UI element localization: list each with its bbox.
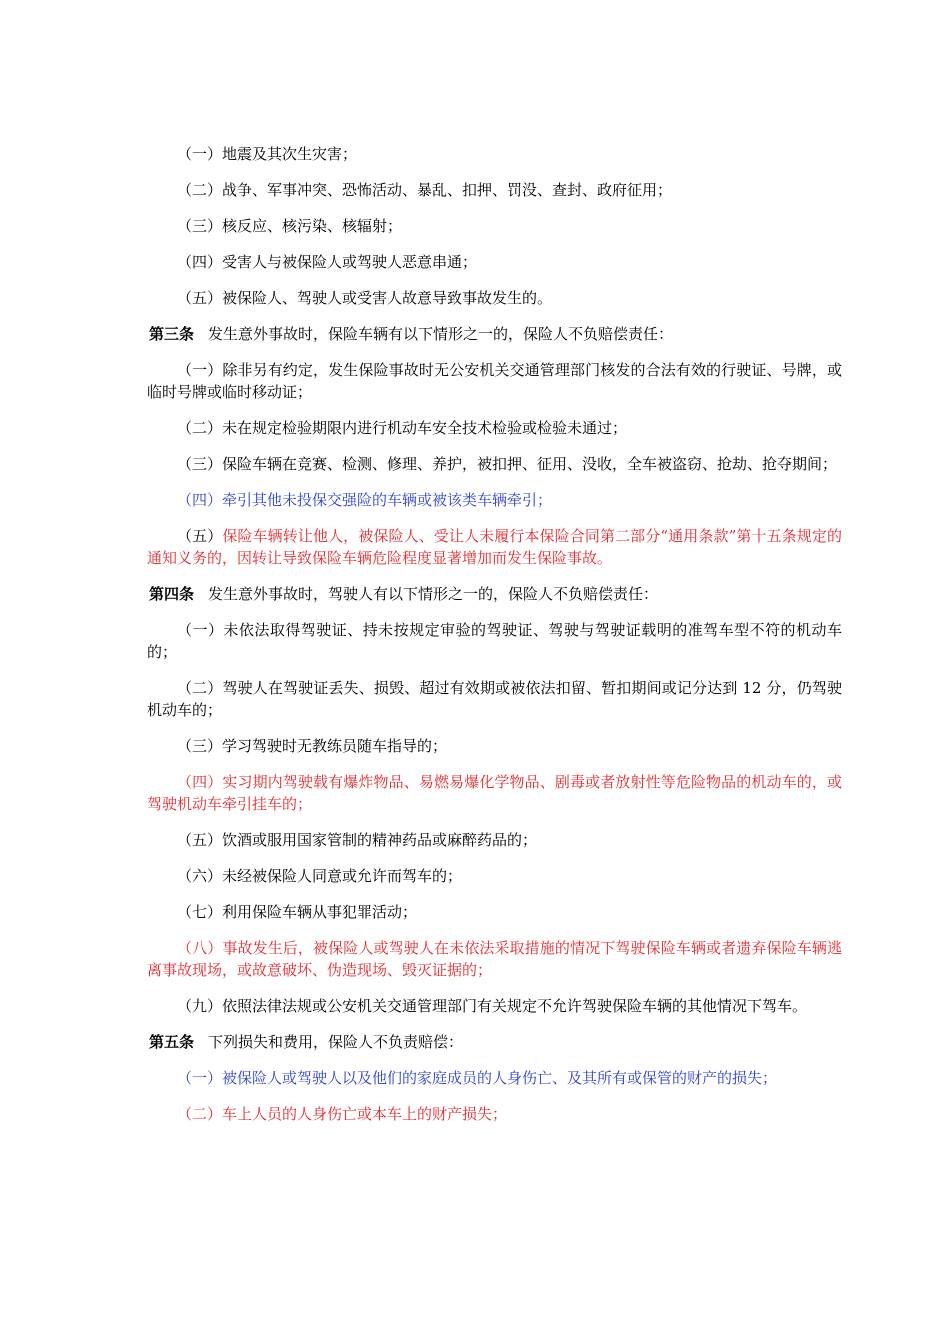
- clause-item: [147, 1067, 842, 1089]
- clause-text: （二）驾驶人在驾驶证丢失、损毁、超过有效期或被依法扣留、暂扣期间或记分达到 12 分，仍驾驶机动车的；: [147, 679, 842, 719]
- article-text: 下列损失和费用，保险人不负责赔偿：: [208, 1033, 464, 1051]
- clause-text: （四）受害人与被保险人或驾驶人恶意串通；: [177, 253, 478, 271]
- clause-text: （三）保险车辆在竞赛、检测、修理、养护，被扣押、征用、没收，全车被盗窃、抢劫、抢夺期间；: [177, 455, 838, 473]
- clause-item: [147, 1103, 842, 1125]
- document-body: [147, 143, 842, 1139]
- article-number: 第四条: [149, 585, 195, 603]
- clause-text: （四）牵引其他未投保交强险的车辆或被该类车辆牵引；: [177, 491, 553, 509]
- clause-item: [147, 619, 842, 663]
- clause-item: [147, 677, 842, 721]
- clause-text: （五）饮酒或服用国家管制的精神药品或麻醉药品的；: [177, 831, 538, 849]
- clause-item: [147, 735, 842, 757]
- clause-text: （九）依照法律法规或公安机关交通管理部门有关规定不允许驾驶保险车辆的其他情况下驾车。: [177, 997, 808, 1015]
- clause-text: （五）被保险人、驾驶人或受害人故意导致事故发生的。: [177, 289, 553, 307]
- clause-item: [147, 143, 842, 165]
- clause-item: [147, 937, 842, 981]
- clause-item: [147, 251, 842, 273]
- clause-item: [147, 359, 842, 403]
- clause-item: [147, 489, 842, 511]
- clause-item: [147, 179, 842, 201]
- clause-item: [147, 995, 842, 1017]
- clause-item: [147, 287, 842, 309]
- clause-text: （一）被保险人或驾驶人以及他们的家庭成员的人身伤亡、及其所有或保管的财产的损失；: [177, 1069, 778, 1087]
- clause-text: （七）利用保险车辆从事犯罪活动；: [177, 903, 418, 921]
- clause-item: [147, 901, 842, 923]
- clause-text: 保险车辆转让他人，被保险人、受让人未履行本保险合同第二部分“通用条款”第十五条规定的通知义务的，因转让导致保险车辆危险程度显著增加而发生保险事故。: [147, 527, 842, 567]
- clause-text: （四）实习期内驾驶载有爆炸物品、易燃易爆化学物品、剧毒或者放射性等危险物品的机动车的，或驾驶机动车牵引挂车的；: [147, 773, 842, 813]
- article-number: 第五条: [149, 1033, 195, 1051]
- clause-item: [147, 829, 842, 851]
- clause-text: （六）未经被保险人同意或允许而驾车的；: [177, 867, 463, 885]
- clause-text: （二）战争、军事冲突、恐怖活动、暴乱、扣押、罚没、查封、政府征用；: [177, 181, 673, 199]
- clause-item: [147, 453, 842, 475]
- clause-text: （三）核反应、核污染、核辐射；: [177, 217, 403, 235]
- article-number: 第三条: [149, 325, 195, 343]
- clause-text: （一）未依法取得驾驶证、持未按规定审验的驾驶证、驾驶与驾驶证载明的准驾车型不符的机动车的；: [147, 621, 842, 661]
- clause-text: （二）车上人员的人身伤亡或本车上的财产损失；: [177, 1105, 508, 1123]
- article-paragraph: [147, 583, 842, 605]
- clause-text: （一）除非另有约定，发生保险事故时无公安机关交通管理部门核发的合法有效的行驶证、号牌，或临时号牌或临时移动证；: [147, 361, 842, 401]
- clause-number: （五）: [177, 527, 223, 545]
- clause-text: （一）地震及其次生灾害；: [177, 145, 358, 163]
- article-text: 发生意外事故时，驾驶人有以下情形之一的，保险人不负赔偿责任：: [208, 585, 659, 603]
- clause-item: [147, 865, 842, 887]
- article-text: 发生意外事故时，保险车辆有以下情形之一的，保险人不负赔偿责任：: [208, 325, 674, 343]
- clause-text: （三）学习驾驶时无教练员随车指导的；: [177, 737, 448, 755]
- clause-item: [147, 525, 842, 569]
- article-paragraph: [147, 323, 842, 345]
- clause-text: （八）事故发生后，被保险人或驾驶人在未依法采取措施的情况下驾驶保险车辆或者遗弃保险车辆逃离事故现场，或故意破坏、伪造现场、毁灭证据的；: [147, 939, 842, 979]
- clause-item: [147, 215, 842, 237]
- clause-item: [147, 771, 842, 815]
- clause-text: （二）未在规定检验期限内进行机动车安全技术检验或检验未通过；: [177, 419, 628, 437]
- clause-item: [147, 417, 842, 439]
- article-paragraph: [147, 1031, 842, 1053]
